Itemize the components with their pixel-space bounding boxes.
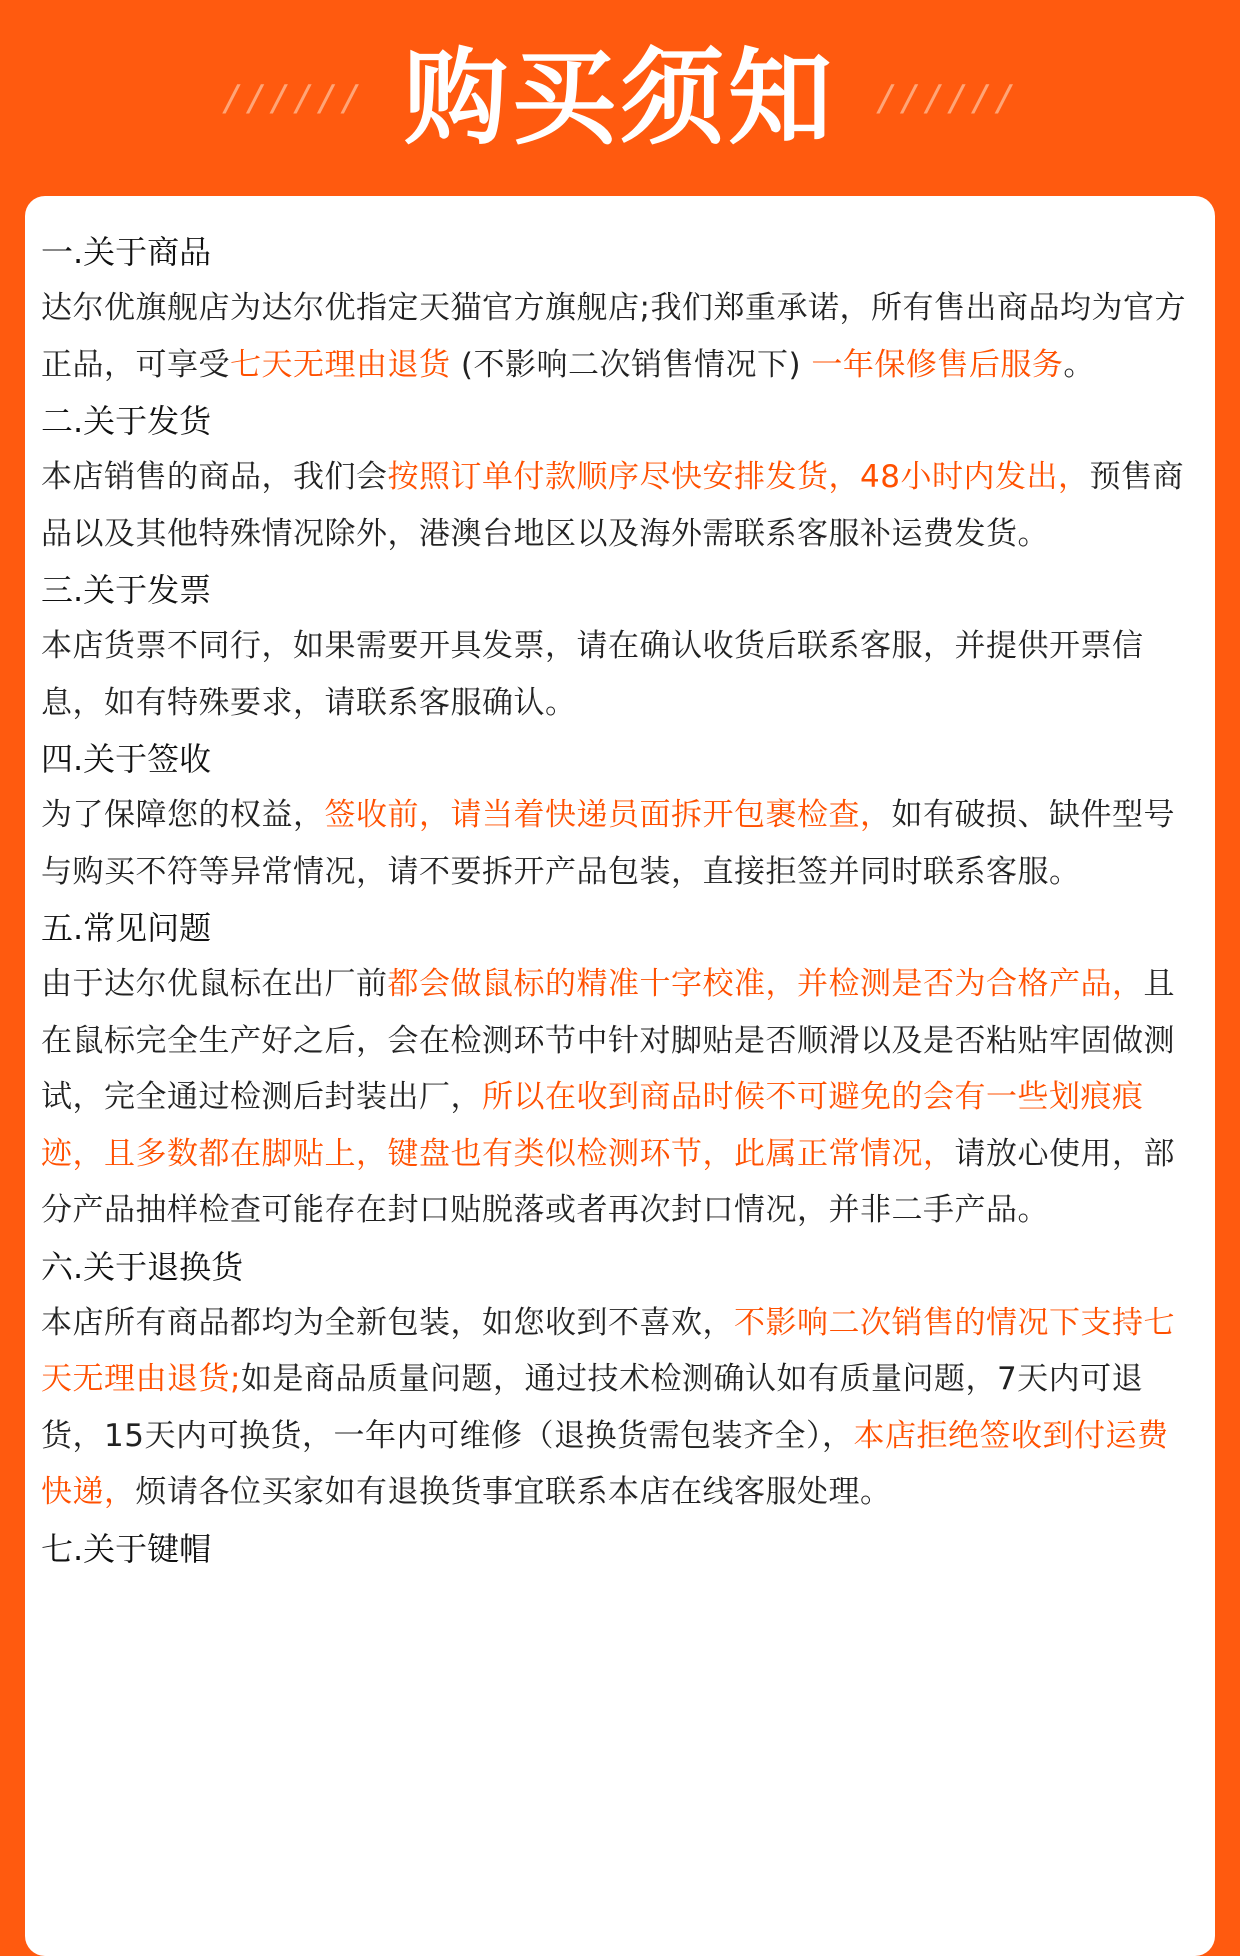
body-text: 预售商品以及其他特殊情况除外，港澳台地区以及海外需联系客服补运费发货。 [41, 459, 1184, 552]
body-text: 如有破损、缺件型号与购买不符等异常情况，请不要拆开产品包装，直接拒签并同时联系客服。 [41, 797, 1175, 890]
section-heading: 四.关于签收 [41, 740, 212, 778]
body-text: 且在鼠标完全生产好之后，会在检测环节中针对脚贴是否顺滑以及是否粘贴牢固做测试，完全通过检测后封装出厂， [41, 966, 1175, 1115]
notice-card [25, 196, 1215, 1956]
header-banner [0, 0, 1240, 196]
body-text: 由于达尔优鼠标在出厂前 [41, 966, 388, 1002]
right-decoration: ////// [876, 77, 1019, 119]
body-text: (不影响二次销售情况下) [450, 346, 812, 383]
body-text: 。 [1063, 346, 1095, 383]
section-heading: 五.常见问题 [41, 909, 212, 947]
notice-section [41, 1239, 1199, 1521]
section-body [41, 956, 1199, 1239]
body-text: 本店所有商品都均为全新包装，如您收到不喜欢， [41, 1304, 734, 1341]
body-text: 请放心使用，部分产品抽样检查可能存在封口贴脱落或者再次封口情况，并非二手产品。 [41, 1135, 1175, 1228]
body-text: 本店销售的商品，我们会 [41, 459, 388, 495]
page-title: 购买须知 [403, 37, 836, 159]
highlight-text: 本店拒绝签收到付运费快递， [41, 1417, 1169, 1510]
notice-section [41, 562, 1199, 731]
section-body [41, 449, 1199, 562]
notice-section [41, 224, 1199, 393]
body-text: 为了保障您的权益， [41, 797, 325, 833]
highlight-text: 都会做鼠标的精准十字校准，并检测是否为合格产品， [387, 966, 1144, 1002]
section-heading: 二.关于发货 [41, 402, 212, 440]
highlight-text: 七天无理由退货 [230, 346, 451, 383]
section-body [41, 787, 1199, 900]
left-decoration: ////// [221, 77, 364, 119]
notice-section [41, 900, 1199, 1239]
notice-section [41, 731, 1199, 900]
section-body [41, 1295, 1199, 1521]
body-text: 本店货票不同行，如果需要开具发票，请在确认收货后联系客服，并提供开票信息，如有特殊要求，请联系客服确认。 [41, 628, 1144, 721]
notice-section [41, 393, 1199, 562]
body-text: 如是商品质量问题，通过技术检测确认如有质量问题，7天内可退货，15天内可换货，一年内可维修（退换货需包装齐全）， [41, 1361, 1144, 1454]
highlight-text: 所以在收到商品时候不可避免的会有一些划痕痕迹，且多数都在脚贴上，键盘也有类似检测环节，此属正常情况， [41, 1079, 1144, 1172]
section-heading: 一.关于商品 [41, 233, 212, 271]
section-heading: 三.关于发票 [41, 571, 212, 609]
highlight-text: 一年保修售后服务 [811, 346, 1064, 383]
highlight-text: 签收前，请当着快递员面拆开包裹检查， [324, 797, 892, 833]
section-body [41, 280, 1199, 393]
highlight-text: 按照订单付款顺序尽快安排发货，48小时内发出， [387, 459, 1090, 495]
section-heading: 六.关于退换货 [41, 1247, 244, 1286]
body-text: 达尔优旗舰店为达尔优指定天猫官方旗舰店;我们郑重承诺，所有售出商品均为官方正品，可享受 [41, 290, 1186, 383]
section-heading: 七.关于键帽 [41, 1529, 212, 1568]
section-body [41, 618, 1199, 731]
body-text: 烦请各位买家如有退换货事宜联系本店在线客服处理。 [135, 1474, 892, 1510]
highlight-text: 不影响二次销售的情况下支持七天无理由退货; [41, 1304, 1175, 1397]
notice-section [41, 1521, 1199, 1577]
